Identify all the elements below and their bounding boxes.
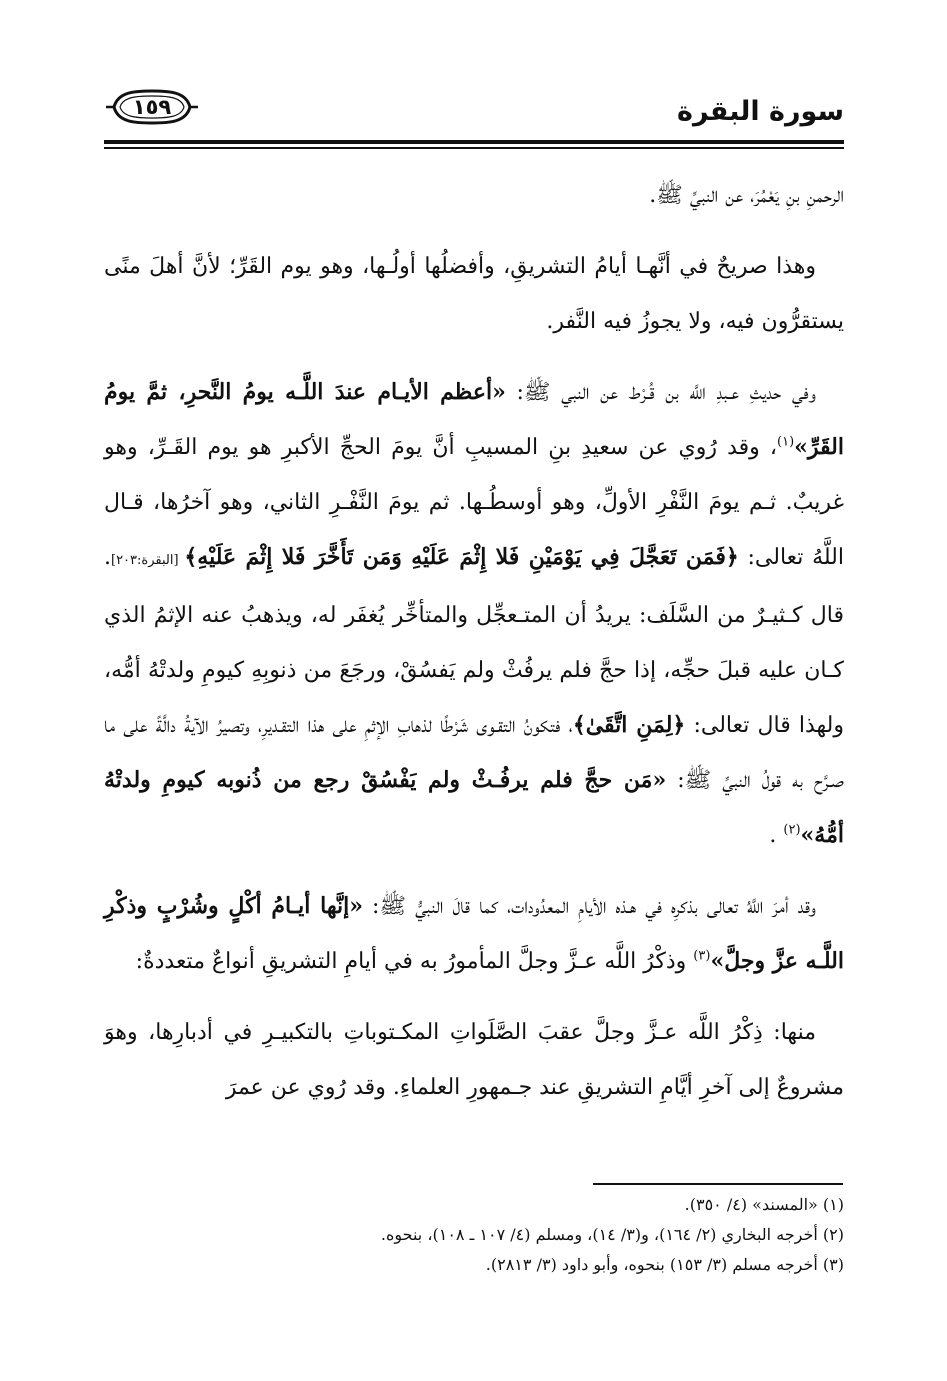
- footnote-3: (٣) أخرجه مسلم (٣/ ١٥٣) بنحوه، وأبو داود (٣/ ٢٨١٣).: [485, 1255, 844, 1274]
- footnote-1: (١) «المسند» (٤/ ٣٥٠).: [684, 1195, 844, 1214]
- footnote-marker: (٣): [693, 948, 711, 964]
- paragraph-4: [104, 879, 844, 989]
- hadith-quote: «مَن حجَّ فلم يرفُـثْ ولم يَفْسُقْ رجع من ذُنوبه كيومِ ولدتْهُ أمُّهُ»: [104, 767, 844, 848]
- header-rule-thick: [104, 140, 844, 144]
- text-run: منها: ذِكْرُ اللَّه عـزَّ وجلَّ عقبَ الصَّلَواتِ المكـتوباتِ بالتكبيـرِ في أدبارِها، وهوَ مشروعٌ إلى آخرِ أيَّامِ التشريقِ عند جـمهورِ العلماءِ. وقد رُوي عن عمرَ: [104, 1020, 844, 1100]
- surah-title: سورة البقرة: [677, 96, 844, 127]
- quran-verse: ﴿لِمَنِ اتَّقَىٰ﴾: [572, 712, 686, 738]
- text-run: ، وقد رُوي عن سعيدِ بنِ المسيبِ أنَّ يومَ الحجِّ الأكبرِ هو يوم القَـرِّ، وهو غريبٌ. ثـم يومَ النَّفْرِ الأولِّ، وهو أوسطُـها. ثم يومَ النَّفْـرِ الثاني، وهو آخرُها، قـال اللَّهُ تعالى:: [104, 435, 844, 570]
- header-rule-thin: [104, 147, 844, 149]
- hadith-quote: «أعظم الأيـام عندَ اللَّـه يومُ النَّحرِ، ثمَّ يومُ القَرِّ»: [104, 379, 844, 460]
- text-run: الرحمنِ بنِ يَعْمُرَ، عن النبيِّ ﷺ.: [649, 183, 844, 208]
- text-run: وذكْرُ اللَّه عـزَّ وجلَّ المأمورُ به في أيامِ التشريقِ أنواعٌ متعددةٌ:: [135, 949, 694, 974]
- quran-verse: ﴿فَمَن تَعَجَّلَ فِي يَوْمَيْنِ فَلا إِثْمَ عَلَيْهِ وَمَن تَأَخَّرَ فَلا إِثْمَ عَلَيْهِ﴾: [184, 544, 739, 570]
- text-run: وفي حديثِ عـبدِ اللَّه بن قُـرْط عن النبي ﷺ:: [505, 380, 817, 405]
- page-number-badge: [104, 88, 200, 126]
- paragraph-2: [104, 239, 844, 349]
- footnote-marker: (٢): [783, 822, 801, 838]
- text-run: . قال كـثيـرٌ من السَّلَف: يريدُ أن المتـعجِّل والمتأخِّر يُغفَر له، ويذهبُ عنه الإثمُ الذي كـان عليه قبلَ حجِّه، إذا حجَّ فلم يرفُثْ ولم يَفسُقْ، ورجَعَ من ذنوبِهِ كيومِ ولدتْهُ أمُّه، ولهذا قال تعالى:: [104, 545, 845, 738]
- paragraph-3: [104, 365, 844, 863]
- paragraph-1: [104, 168, 844, 223]
- footnote-2: (٢) أخرجه البخاري (٢/ ١٦٤)، و(٣/ ١٤)، ومسلم (٤/ ١٠٧ ـ ١٠٨)، بنحوه.: [380, 1225, 844, 1244]
- text-run: وهذا صريحٌ في أنَّهـا أيامُ التشريقِ، وأفضلُها أولُـها، وهو يوم القَرِّ؛ لأنَّ أهلَ منًى يستقرُّون فيه، ولا يجوزُ فيه النَّفر.: [104, 254, 844, 334]
- footnotes: [104, 1190, 844, 1280]
- text-run: ، فتكونُ التقـوى شَرْطًا لذهابِ الإثمِ على هذا التقـديرِ، وتصيرُ الآيةُ دالَّةً على ما صـرَّح به قولُ النبيِّ ﷺ:: [104, 713, 844, 793]
- text-run: .: [769, 823, 784, 848]
- paragraph-5: [104, 1005, 844, 1115]
- main-text: [104, 168, 844, 1131]
- page-number: ١٥٩: [132, 95, 172, 119]
- hadith-quote: «إنَّها أيـامُ أكْلٍ وشُرْبٍ وذكْرِ اللَّـه عزَّ وجلَّ»: [104, 893, 844, 974]
- page-header: [104, 84, 844, 140]
- footnote-marker: (١): [777, 434, 795, 450]
- text-run: وقد أمرَ اللَّهُ تعالى بذكرِه في هـذه الأيامِ المعدُودات، كما قالَ النبيُّ ﷺ:: [362, 894, 816, 919]
- footnote-separator: [593, 1183, 843, 1185]
- verse-reference: [البقرة:٢٠٣]: [111, 553, 185, 568]
